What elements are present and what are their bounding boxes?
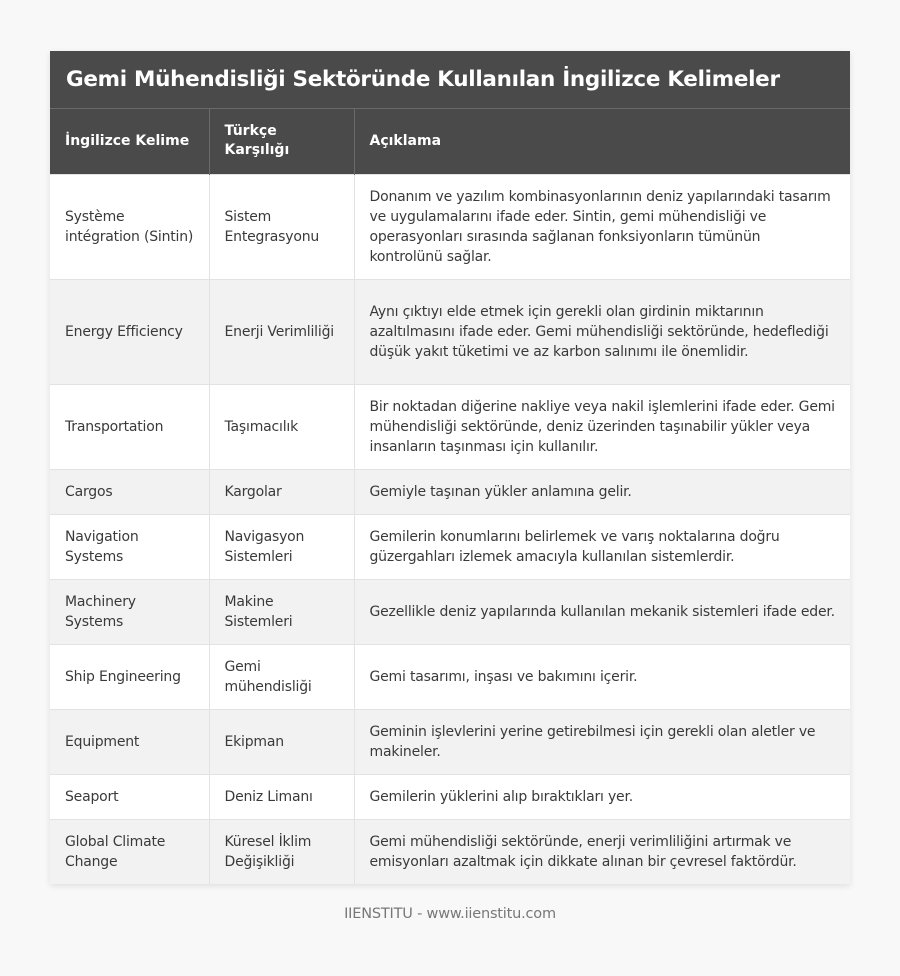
column-header-description: Açıklama	[354, 109, 850, 174]
cell-description: Gemi tasarımı, inşası ve bakımını içerir.	[354, 644, 850, 709]
cell-english: Navigation Systems	[50, 514, 209, 579]
cell-turkish: Ekipman	[209, 709, 354, 774]
cell-description: Gemi mühendisliği sektöründe, enerji verimliliğini artırmak ve emisyonları azaltmak için dikkate alınan bir çevresel faktördür.	[354, 819, 850, 884]
table-row	[50, 709, 850, 774]
cell-turkish: Taşımacılık	[209, 384, 354, 469]
cell-description: Donanım ve yazılım kombinasyonlarının deniz yapılarındaki tasarım ve uygulamalarını ifade eder. Sintin, gemi mühendisliği ve operasyonları sırasında sağlanan fonksiyonların tümünün kontrolünü sağlar.	[354, 174, 850, 279]
table-row	[50, 384, 850, 469]
cell-description: Gemiyle taşınan yükler anlamına gelir.	[354, 469, 850, 514]
vocabulary-table-container	[50, 51, 850, 884]
table-row	[50, 774, 850, 819]
cell-turkish: Enerji Verimliliği	[209, 279, 354, 384]
cell-english: Cargos	[50, 469, 209, 514]
cell-english: Seaport	[50, 774, 209, 819]
cell-description: Bir noktadan diğerine nakliye veya nakil işlemlerini ifade eder. Gemi mühendisliği sektöründe, deniz üzerinden taşınabilir yükler veya insanların taşınması için kullanılır.	[354, 384, 850, 469]
table-header-row	[50, 109, 850, 174]
table-title: Gemi Mühendisliği Sektöründe Kullanılan İngilizce Kelimeler	[50, 51, 850, 109]
cell-turkish: Makine Sistemleri	[209, 579, 354, 644]
cell-description: Gezellikle deniz yapılarında kullanılan mekanik sistemleri ifade eder.	[354, 579, 850, 644]
cell-description: Gemilerin konumlarını belirlemek ve varış noktalarına doğru güzergahları izlemek amacıyla kullanılan sistemlerdir.	[354, 514, 850, 579]
cell-english: Transportation	[50, 384, 209, 469]
cell-description: Gemilerin yüklerini alıp bıraktıkları yer.	[354, 774, 850, 819]
cell-turkish: Sistem Entegrasyonu	[209, 174, 354, 279]
table-row	[50, 644, 850, 709]
cell-turkish: Deniz Limanı	[209, 774, 354, 819]
cell-turkish: Kargolar	[209, 469, 354, 514]
cell-description: Geminin işlevlerini yerine getirebilmesi için gerekli olan aletler ve makineler.	[354, 709, 850, 774]
cell-description: Aynı çıktıyı elde etmek için gerekli olan girdinin miktarının azaltılmasını ifade eder. Gemi mühendisliği sektöründe, hedeflediği düşük yakıt tüketimi ve az karbon salınımı ile önemlidir.	[354, 279, 850, 384]
cell-english: Global Climate Change	[50, 819, 209, 884]
column-header-turkish: Türkçe Karşılığı	[209, 109, 354, 174]
cell-turkish: Navigasyon Sistemleri	[209, 514, 354, 579]
table-row	[50, 279, 850, 384]
cell-english: Energy Efficiency	[50, 279, 209, 384]
table-row	[50, 514, 850, 579]
table-row	[50, 579, 850, 644]
table-row	[50, 469, 850, 514]
cell-english: Equipment	[50, 709, 209, 774]
cell-english: Système intégration (Sintin)	[50, 174, 209, 279]
cell-turkish: Gemi mühendisliği	[209, 644, 354, 709]
cell-english: Machinery Systems	[50, 579, 209, 644]
vocabulary-table	[50, 109, 850, 884]
table-row	[50, 174, 850, 279]
cell-turkish: Küresel İklim Değişikliği	[209, 819, 354, 884]
column-header-english: İngilizce Kelime	[50, 109, 209, 174]
cell-english: Ship Engineering	[50, 644, 209, 709]
table-row	[50, 819, 850, 884]
footer-credit: IIENSTITU - www.iienstitu.com	[344, 906, 556, 922]
